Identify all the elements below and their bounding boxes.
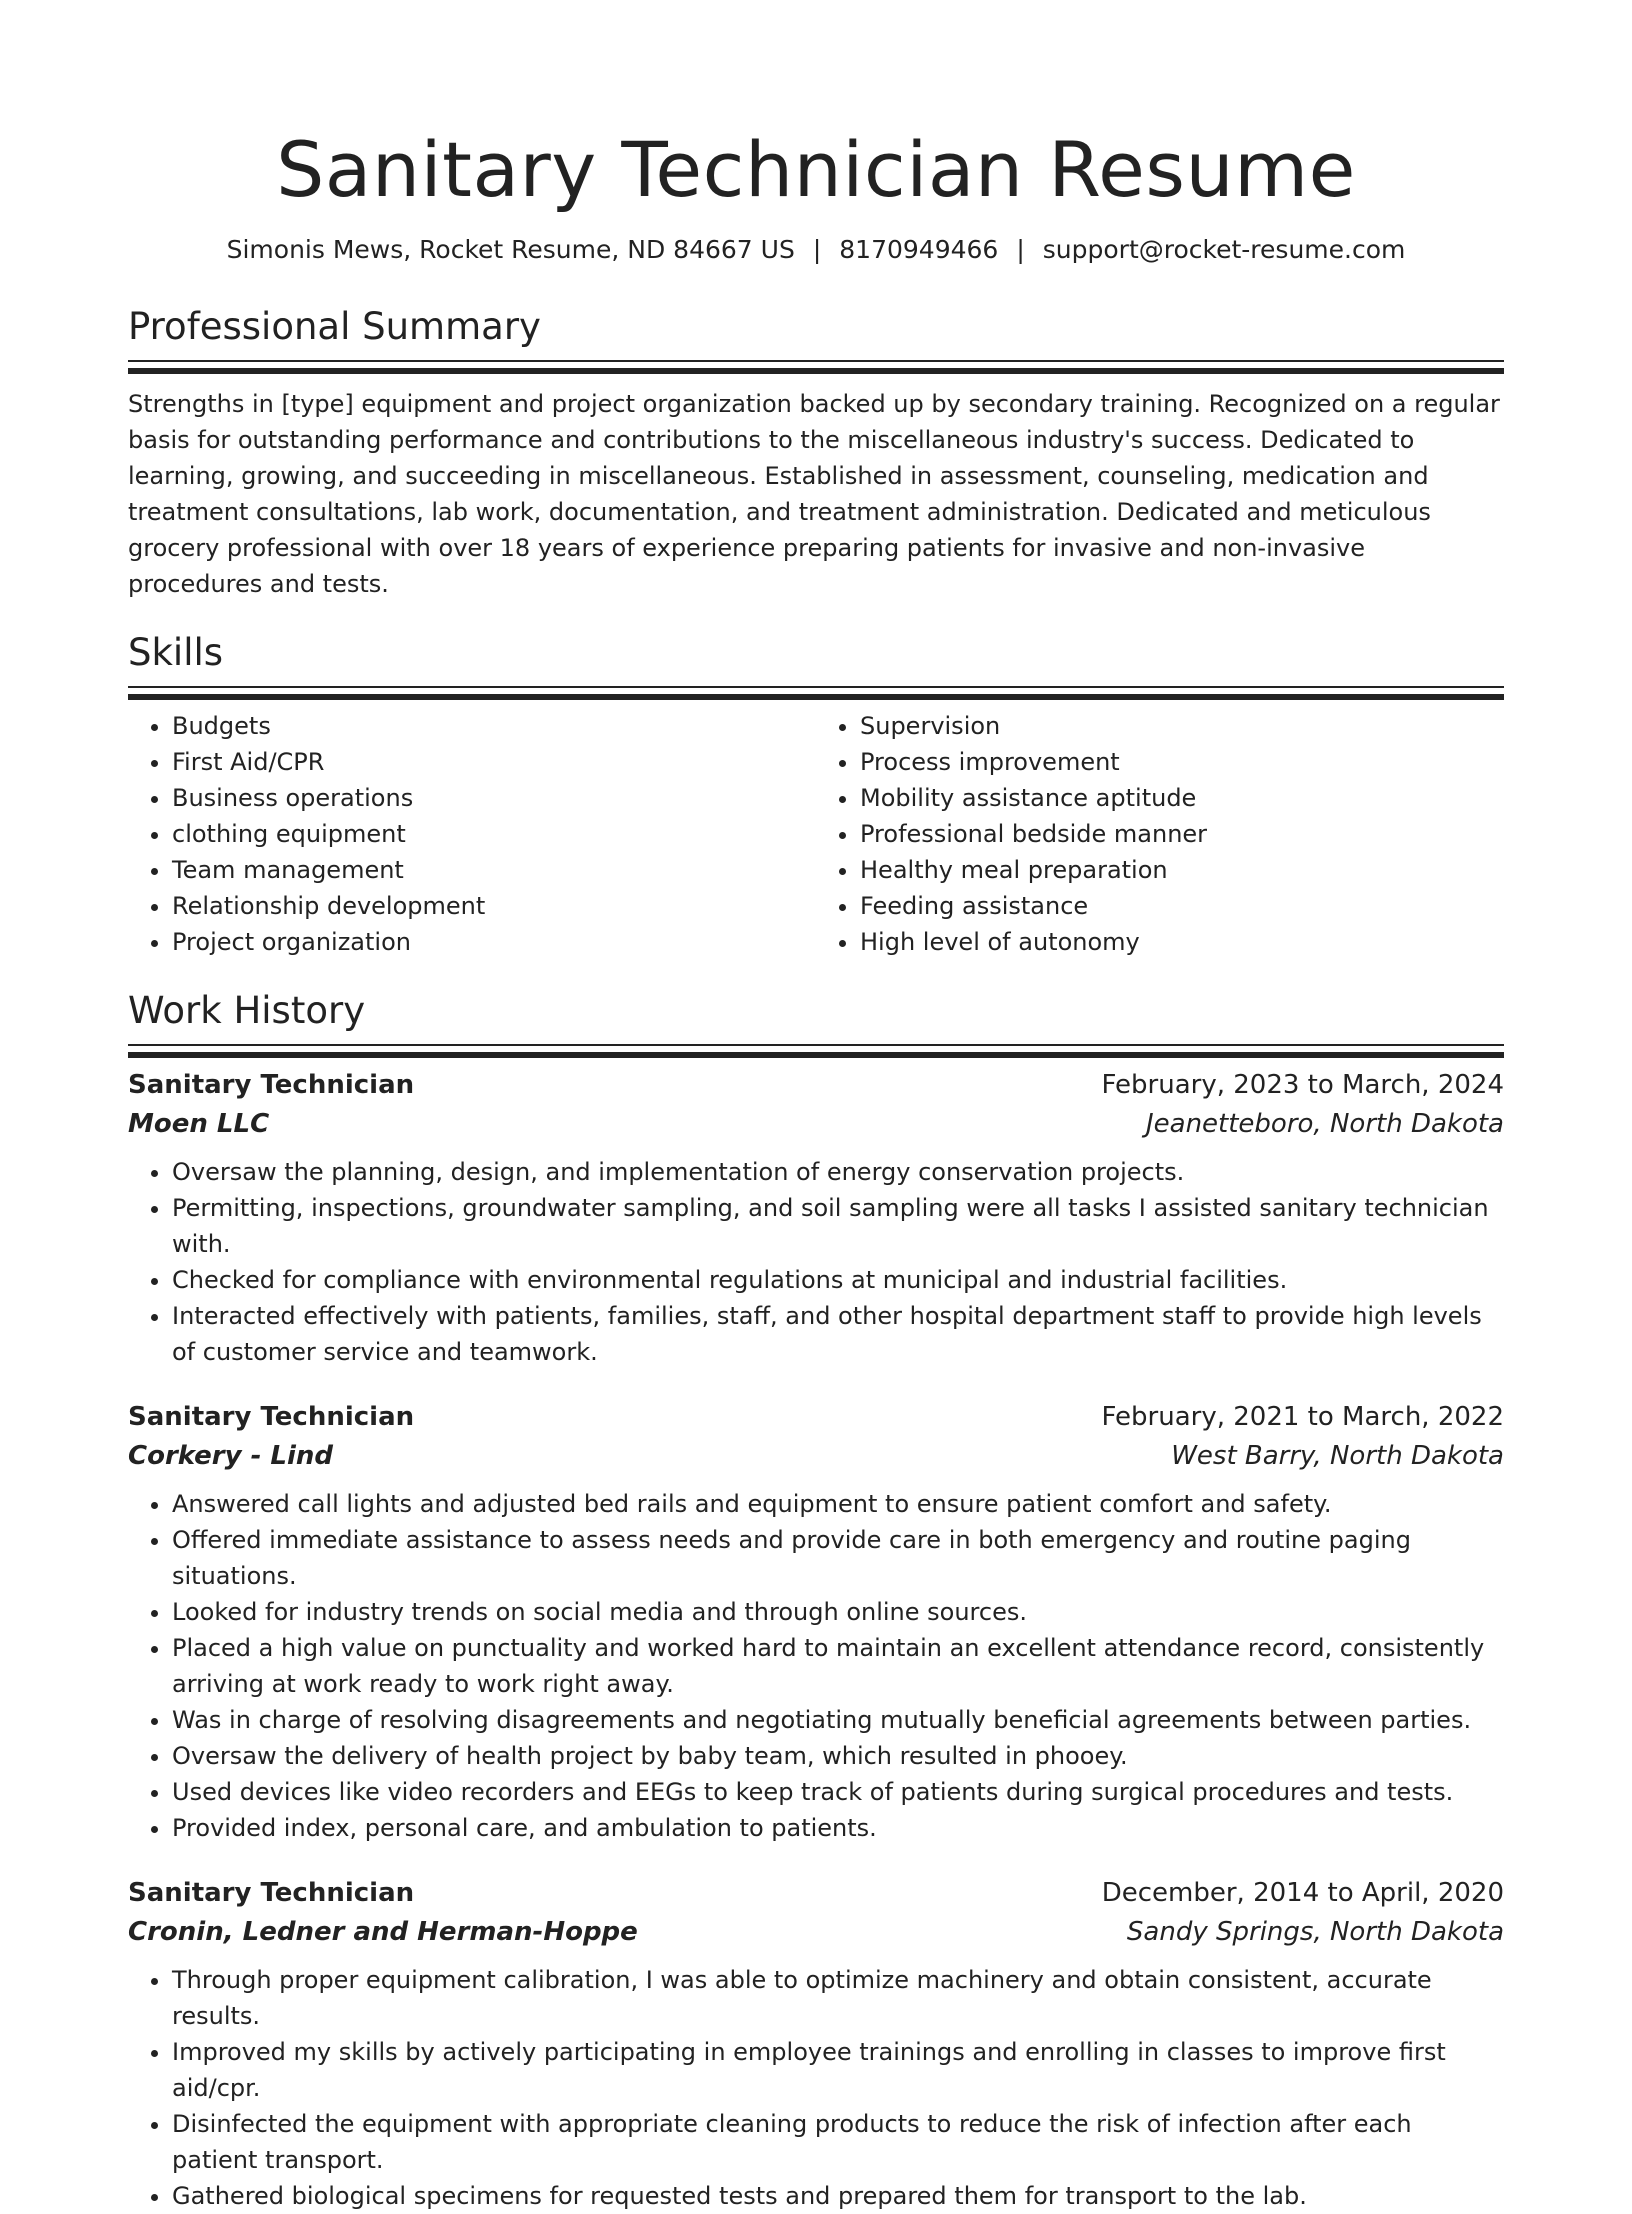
skills-list-right — [816, 708, 1504, 960]
page-title: Sanitary Technician Resume — [276, 125, 1356, 214]
job-location: West Barry, North Dakota — [1171, 1441, 1504, 1471]
contact-line — [128, 232, 1504, 268]
job-header — [128, 1066, 1504, 1104]
job-title: Sanitary Technician — [128, 1402, 415, 1432]
job-dates: February, 2023 to March, 2024 — [1101, 1070, 1504, 1100]
skill-item: • Process improvement — [860, 744, 1504, 780]
job-subheader — [128, 1912, 1504, 1952]
job-header — [128, 1398, 1504, 1436]
job-bullet: • Disinfected the equipment with appropriate cleaning products to reduce the risk of infection after each patient transport. — [172, 2106, 1504, 2178]
job-title: Sanitary Technician — [128, 1070, 415, 1100]
job-bullet: • Through proper equipment calibration, I was able to optimize machinery and obtain consistent, accurate results. — [172, 1962, 1504, 2034]
job-header — [128, 1874, 1504, 1912]
job-bullet: • Offered immediate assistance to assess needs and provide care in both emergency and routine paging situations. — [172, 1522, 1504, 1594]
contact-phone: 8170949466 — [839, 235, 999, 264]
job-bullet: • Looked for industry trends on social media and through online sources. — [172, 1594, 1504, 1630]
job-bullet: • Placed a high value on punctuality and worked hard to maintain an excellent attendance record, consistently arriving at work ready to work right away. — [172, 1630, 1504, 1702]
job-entry — [128, 1398, 1504, 1846]
job-bullet: • Was in charge of resolving disagreements and negotiating mutually beneficial agreements between parties. — [172, 1702, 1504, 1738]
job-company: Cronin, Ledner and Herman-Hoppe — [128, 1917, 638, 1947]
job-bullet: • Oversaw the planning, design, and implementation of energy conservation projects. — [172, 1154, 1504, 1190]
contact-email: support@rocket-resume.com — [1042, 235, 1406, 264]
contact-separator: | — [812, 235, 822, 264]
skill-item: • Relationship development — [172, 888, 816, 924]
work-history-heading: Work History — [128, 989, 366, 1032]
summary-text: Strengths in [type] equipment and project organization backed up by secondary training. Recognized on a regular basis for outstanding performance and contributions to the miscellaneous industry's success. Dedicated to learning, growing, and succeeding in miscellaneous. Established in assessment, counseling, medication and treatment consultations, lab work, documentation, and treatment administration. Dedicated and meticulous grocery professional with over 18 years of experience preparing patients for invasive and non-invasive procedures and tests. — [128, 390, 1500, 598]
job-entry — [128, 1874, 1504, 2214]
skill-item: • Mobility assistance aptitude — [860, 780, 1504, 816]
skills-list-left — [128, 708, 816, 960]
resume-page — [128, 0, 1504, 2214]
section-divider — [128, 360, 1504, 362]
job-bullet: • Interacted effectively with patients, families, staff, and other hospital department staff to provide high levels of customer service and teamwork. — [172, 1298, 1504, 1370]
job-subheader — [128, 1104, 1504, 1144]
skill-item: • Team management — [172, 852, 816, 888]
job-location: Jeanetteboro, North Dakota — [1145, 1109, 1504, 1139]
skill-item: • Budgets — [172, 708, 816, 744]
skill-item: • Professional bedside manner — [860, 816, 1504, 852]
job-title: Sanitary Technician — [128, 1878, 415, 1908]
contact-address: Simonis Mews, Rocket Resume, ND 84667 US — [226, 235, 795, 264]
job-company: Corkery - Lind — [128, 1441, 334, 1471]
job-bullet: • Gathered biological specimens for requested tests and prepared them for transport to the lab. — [172, 2178, 1504, 2214]
job-bullet: • Permitting, inspections, groundwater sampling, and soil sampling were all tasks I assisted sanitary technician with. — [172, 1190, 1504, 1262]
job-location: Sandy Springs, North Dakota — [1126, 1917, 1504, 1947]
job-subheader — [128, 1436, 1504, 1476]
job-dates: December, 2014 to April, 2020 — [1101, 1878, 1504, 1908]
job-entry — [128, 1066, 1504, 1370]
skill-item: • clothing equipment — [172, 816, 816, 852]
summary-heading: Professional Summary — [128, 305, 541, 348]
job-bullet: • Provided index, personal care, and ambulation to patients. — [172, 1810, 1504, 1846]
skill-item: • First Aid/CPR — [172, 744, 816, 780]
skill-item: • Project organization — [172, 924, 816, 960]
skills-section — [128, 628, 1504, 960]
section-divider — [128, 1044, 1504, 1046]
skill-item: • Supervision — [860, 708, 1504, 744]
skills-columns — [128, 708, 1504, 960]
job-bullet: • Checked for compliance with environmental regulations at municipal and industrial facilities. — [172, 1262, 1504, 1298]
job-company: Moen LLC — [128, 1109, 270, 1139]
job-bullets — [128, 1962, 1504, 2214]
job-bullet: • Oversaw the delivery of health project by baby team, which resulted in phooey. — [172, 1738, 1504, 1774]
summary-section — [128, 302, 1504, 602]
skill-item: • Healthy meal preparation — [860, 852, 1504, 888]
job-dates: February, 2021 to March, 2022 — [1101, 1402, 1504, 1432]
skill-item: • Feeding assistance — [860, 888, 1504, 924]
section-divider — [128, 686, 1504, 688]
job-bullet: • Improved my skills by actively participating in employee trainings and enrolling in classes to improve first aid/cpr. — [172, 2034, 1504, 2106]
job-bullets — [128, 1154, 1504, 1370]
skill-item: • Business operations — [172, 780, 816, 816]
job-bullet: • Answered call lights and adjusted bed rails and equipment to ensure patient comfort and safety. — [172, 1486, 1504, 1522]
job-bullet: • Used devices like video recorders and EEGs to keep track of patients during surgical procedures and tests. — [172, 1774, 1504, 1810]
work-history-section — [128, 986, 1504, 2214]
job-bullets — [128, 1486, 1504, 1846]
skills-heading: Skills — [128, 631, 224, 674]
skill-item: • High level of autonomy — [860, 924, 1504, 960]
contact-separator: | — [1016, 235, 1025, 264]
